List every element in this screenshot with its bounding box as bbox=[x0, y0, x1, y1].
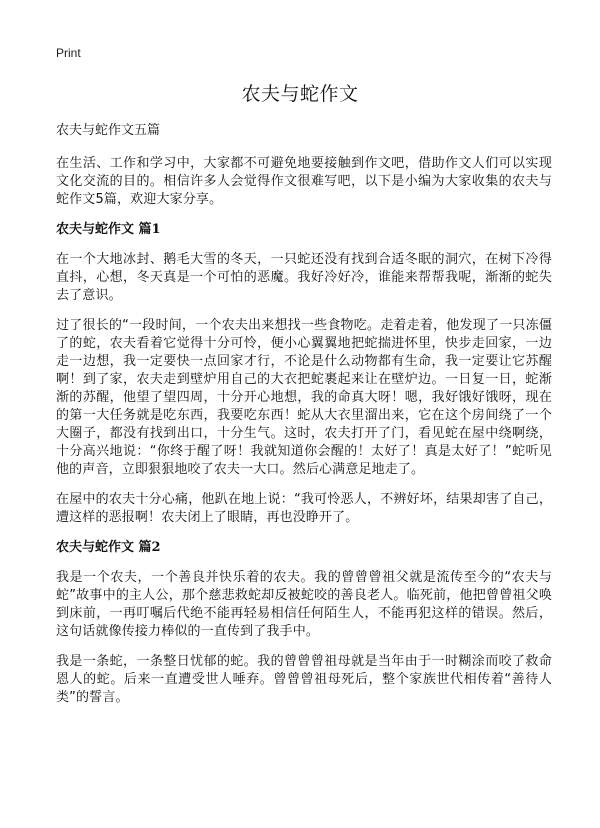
section-paragraph: 在一个大地冰封、鹅毛大雪的冬天，一只蛇还没有找到合适冬眠的洞穴，在树下冷得直抖，心想，冬天真是一个可怕的恶魔。我好冷好冷，谁能来帮帮我呢，渐渐的蛇失去了意识。 bbox=[56, 252, 552, 303]
section-paragraph: 在屋中的农夫十分心痛，他趴在地上说：“我可怜恶人，不辨好坏，结果却害了自己，遭这样的恶报啊！农夫闭上了眼睛，再也没睁开了。 bbox=[56, 492, 552, 525]
section-1 bbox=[56, 221, 552, 527]
section-2 bbox=[56, 539, 552, 707]
document-body bbox=[56, 122, 552, 719]
section-heading: 农夫与蛇作文 篇1 bbox=[56, 222, 161, 237]
section-paragraph: 我是一个农夫，一个善良并快乐着的农夫。我的曾曾曾祖父就是流传至今的“农夫与蛇”故事中的主人公，那个慈悲救蛇却反被蛇咬的善良老人。临死前，他把曾曾祖父唤到床前，一再叮嘱后代绝不能再轻易相信任何陌生人，不能再犯这样的错误。然后，这句话就像传接力棒似的一直传到了我手中。 bbox=[56, 570, 552, 639]
intro-paragraph: 在生活、工作和学习中，大家都不可避免地要接触到作文吧，借助作文人们可以实现文化交流的目的。相信许多人会觉得作文很难写吧，以下是小编为大家收集的农夫与蛇作文5篇，欢迎大家分享。 bbox=[56, 156, 552, 207]
print-label: Print bbox=[56, 46, 81, 60]
document-subtitle: 农夫与蛇作文五篇 bbox=[56, 123, 161, 138]
page-title: 农夫与蛇作文 bbox=[241, 83, 359, 105]
section-paragraph: 我是一条蛇，一条整日忧郁的蛇。我的曾曾曾祖母就是当年由于一时糊涂而咬了救命恩人的蛇。后来一直遭受世人唾弃。曾曾曾祖母死后，整个家族世代相传着“善待人类”的誓言。 bbox=[56, 654, 552, 705]
section-heading: 农夫与蛇作文 篇2 bbox=[56, 540, 161, 555]
section-paragraph: 过了很长的“一段时间，一个农夫出来想找一些食物吃。走着走着，他发现了一只冻僵了的蛇，农夫看着它觉得十分可怜，便小心翼翼地把蛇揣进怀里，快步走回家，一边走一边想，我一定要快一点回家才行，不论是什么动物都有生命，我一定要让它苏醒啊！到了家，农夫走到壁炉用自己的大衣把蛇裹起来让在壁炉边。一日复一日，蛇渐渐的苏醒，他望了望四周，十分开心地想，我的命真大呀！嗯，我好饿好饿呀，现在的第一大任务就是吃东西，我要吃东西！蛇从大衣里溜出来，它在这个房间绕了一个大圈子，都没有找到出口，十分生气。这时，农夫打开了门，看见蛇在屋中绕啊绕，十分高兴地说：“你终于醒了呀！我就知道你会醒的！太好了！真是太好了！”蛇听见他的声音，立即狠狠地咬了农夫一大口。然后心满意足地走了。 bbox=[56, 318, 552, 477]
